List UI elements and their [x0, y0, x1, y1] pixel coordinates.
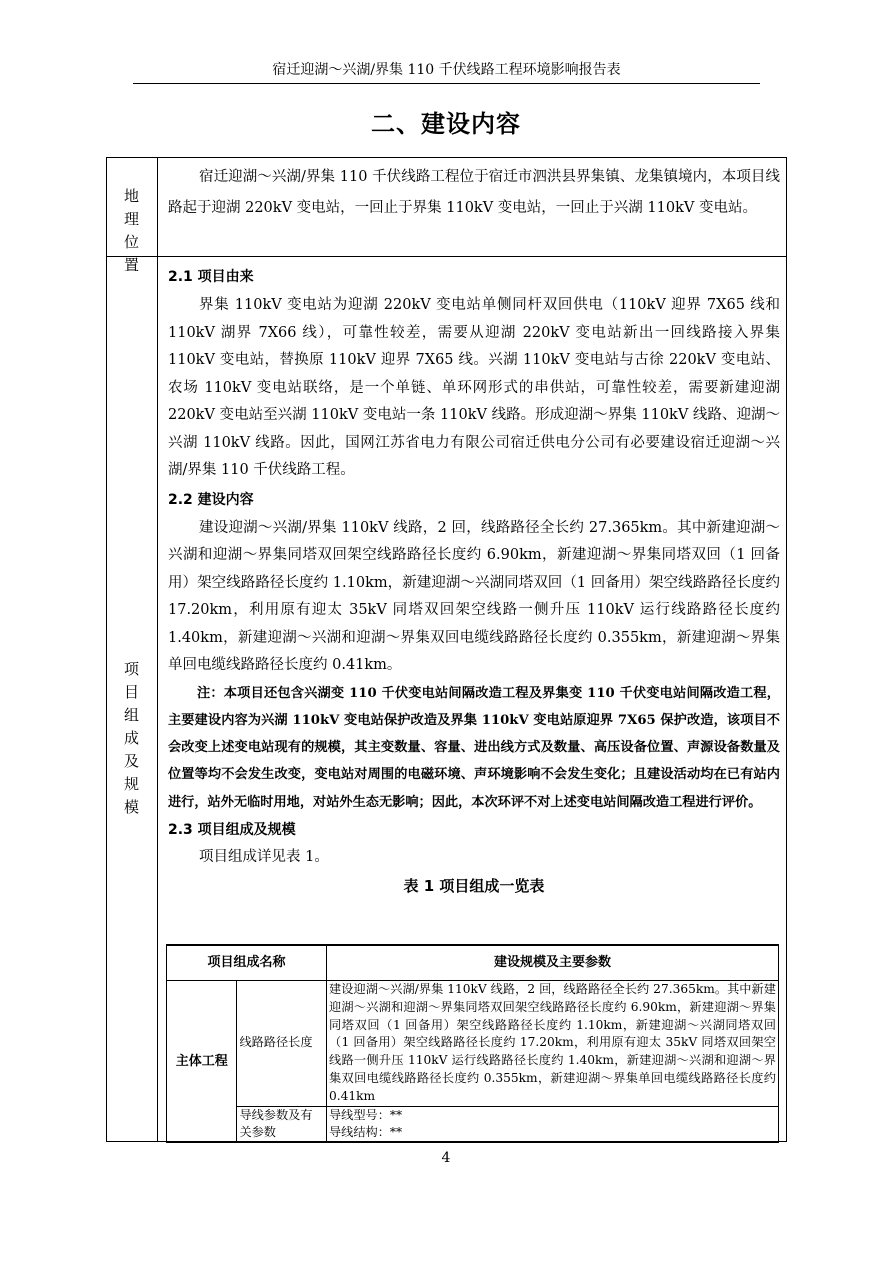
- header-rule: [133, 83, 760, 84]
- section-2-1-heading: 2.1 项目由来: [168, 269, 254, 285]
- table-header-name: 项目组成名称: [167, 945, 327, 981]
- table-cell-conductor: 导线参数及有关参数: [237, 1106, 327, 1143]
- location-label: 地理位置: [123, 187, 139, 274]
- conductor-structure: 导线结构：**: [329, 1125, 403, 1140]
- location-content: [168, 162, 780, 224]
- table-header-row: [167, 945, 779, 981]
- row-divider: [106, 256, 787, 257]
- conductor-type: 导线型号：**: [329, 1107, 403, 1122]
- table-header-params: 建设规模及主要参数: [327, 945, 779, 981]
- project-composition-table: [166, 944, 779, 1143]
- table-caption: 表 1 项目组成一览表: [403, 877, 545, 896]
- section-2-2-text: 建设迎湖～兴湖/界集 110kV 线路，2 回，线路路径全长约 27.365km。其中新建迎湖～兴湖和迎湖～界集同塔双回架空线路路径长度约 6.90km，新建迎湖～界集同塔双回（1 回备用）架空线路路径长度约 1.10km，新建迎湖～兴湖同塔双回（1 回备用）架空线路路径长度约 17.20km，利用原有迎太 35kV 同塔双回架空线路一侧升压 110kV 运行线路路径长度约 1.40km，新建迎湖～兴湖和迎湖～界集双回电缆线路路径长度约 0.355km，新建迎湖～界集单回电缆线路路径长度约 0.41km。: [168, 519, 780, 673]
- table-group-main: 主体工程: [167, 981, 237, 1143]
- note-text: 注：本项目还包含兴湖变 110 千伏变电站间隔改造工程及界集变 110 千伏变电站间隔改造工程，主要建设内容为兴湖 110kV 变电站保护改造及界集 110kV 变电站原迎界 7X65 保护改造，该项目不会改变上述变电站现有的规模，其主变数量、容量、进出线方式及数量、高压设备位置、声源设备数量及位置等均不会发生改变，变电站对周围的电磁环境、声环境影响不会发生变化；且建设活动均在已有站内进行，站外无临时用地，对站外生态无影响；因此，本次环评不对上述变电站间隔改造工程进行评价。: [168, 685, 780, 810]
- table-cell-line-length: 线路路径长度: [237, 981, 327, 1107]
- section-2-2-heading: 2.2 建设内容: [168, 491, 254, 508]
- composition-label: 项目组成及规模: [123, 660, 139, 816]
- table-cell-line-length-value: 建设迎湖～兴湖/界集 110kV 线路，2 回，线路路径全长约 27.365km。其中新建迎湖～兴湖和迎湖～界集同塔双回架空线路路径长度约 6.90km，新建迎湖～界集同塔双回（1 回备用）架空线路路径长度约 1.10km，新建迎湖～兴湖同塔双回（1 回备用）架空线路路径长度约 17.20km，利用原有迎太 35kV 同塔双回架空线路一侧升压 110kV 运行线路路径长度约 1.40km，新建迎湖～兴湖和迎湖～界集双回电缆线路路径长度约 0.355km，新建迎湖～界集单回电缆线路路径长度约 0.41km: [327, 981, 779, 1107]
- running-header: 宿迁迎湖～兴湖/界集 110 千伏线路工程环境影响报告表: [272, 62, 621, 78]
- section-2-3-text: 项目组成详见表 1。: [199, 848, 329, 865]
- table-row: [167, 981, 779, 1107]
- section-2-3-heading: 2.3 项目组成及规模: [168, 821, 296, 838]
- table-cell-conductor-value: [327, 1106, 779, 1143]
- section-2-1-text: 界集 110kV 变电站为迎湖 220kV 变电站单侧同杆双回供电（110kV 迎界 7X65 线和 110kV 湖界 7X66 线），可靠性较差，需要从迎湖 220kV 变电站新出一回线路接入界集 110kV 变电站，替换原 110kV 迎界 7X65 线。兴湖 110kV 变电站与古徐 220kV 变电站、农场 110kV 变电站联络，是一个单链、单环网形式的串供站，可靠性较差，需要新建迎湖 220kV 变电站至兴湖 110kV 变电站一条 110kV 线路。形成迎湖～界集 110kV 线路、迎湖～兴湖 110kV 线路。因此，国网江苏省电力有限公司宿迁供电分公司有必要建设宿迁迎湖～兴湖/界集 110 千伏线路工程。: [168, 297, 780, 478]
- table-row: [167, 1106, 779, 1143]
- composition-content: [168, 263, 780, 901]
- location-text: 宿迁迎湖～兴湖/界集 110 千伏线路工程位于宿迁市泗洪县界集镇、龙集镇境内，本项目线路起于迎湖 220kV 变电站，一回止于界集 110kV 变电站，一回止于兴湖 110kV 变电站。: [168, 169, 780, 216]
- label-column-divider: [157, 157, 158, 1142]
- page-number: 4: [441, 1150, 451, 1166]
- section-title: 二、建设内容: [371, 110, 521, 138]
